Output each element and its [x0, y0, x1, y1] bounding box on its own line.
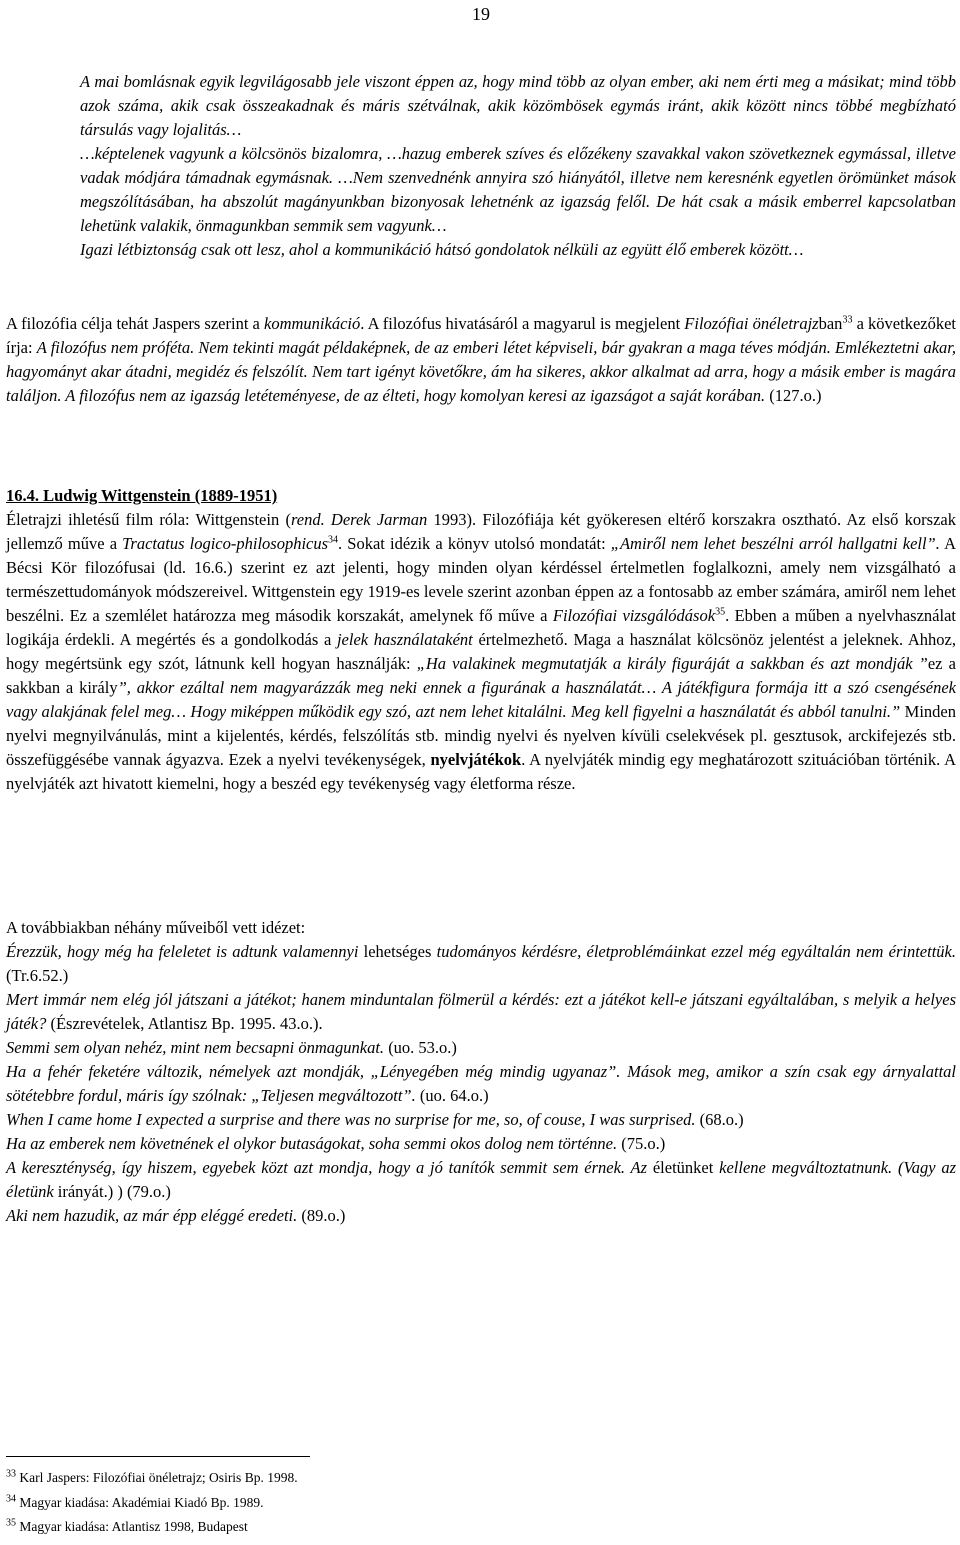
footnote-number: 35 — [6, 1517, 16, 1529]
quote-paragraph: A mai bomlásnak egyik legvilágosabb jele viszont éppen az, hogy mind több az olyan ember, aki nem érti meg a másikat; mind több azok száma, akik csak összeakadnak és máris szétválnak, akik közömbösek egymás iránt, akik között nincs többé megbízható társulás vagy lojalitás… — [80, 72, 956, 139]
quote-item — [6, 1132, 956, 1156]
quote-text: Semmi sem olyan nehéz, mint nem becsapni önmagunkat. — [6, 1038, 385, 1057]
text: irányát. — [57, 1182, 108, 1201]
footnote-divider — [6, 1456, 310, 1457]
quote-item — [6, 1204, 956, 1228]
text: Minden nyelvi megnyilvánulás, mint a kijelentés, kérdés, felszólítás stb. mindig nyelvi és nyelven kívüli cselekvések pl. gesztusok, arckifejezés stb. összefüggésébe vannak ágyazva. Ezek a nyelvi tevékenységek, — [6, 702, 956, 769]
page-number: 19 — [472, 4, 490, 24]
quote-text: Érezzük, hogy még ha feleletet is adtunk valamennyi — [6, 942, 364, 961]
citation: (127.o.) — [765, 386, 822, 405]
citation: (Észrevételek, Atlantisz Bp. 1995. 43.o.). — [46, 1014, 323, 1033]
quote-text: When I came home I expected a surprise and there was no surprise for me, so, of couse, I was surprised. — [6, 1110, 696, 1129]
footnote-text: Magyar kiadása: Atlantisz 1998, Budapest — [19, 1519, 248, 1534]
footnote-35 — [6, 1519, 248, 1535]
text: kommunikáció — [264, 314, 361, 333]
footnote-33 — [6, 1470, 298, 1486]
quote-item — [6, 1156, 956, 1204]
quote-text: Ha a fehér feketére változik, némelyek azt mondják, „Lényegében még mindig ugyanaz”. Mások meg, amikor a szín csak egy árnyalattal sötétebbre fordul, máris így szólnak: „Teljesen megváltozott”. — [6, 1062, 956, 1105]
quote-item — [6, 1036, 956, 1060]
book-title: Filozófiai vizsgálódások — [552, 606, 716, 625]
quote-item — [6, 1060, 956, 1108]
book-title: Filozófiai önéletrajz — [684, 314, 819, 333]
citation: (uo. 64.o.) — [415, 1086, 489, 1105]
footnote-text: Karl Jaspers: Filozófiai önéletrajz; Osiris Bp. 1998. — [19, 1470, 298, 1485]
text: . Ebben a műben a nyelvhasználat logikája érdekli. A megértés és a gondolkodás a — [6, 606, 956, 649]
quote-paragraph — [80, 142, 956, 238]
quote-text: Aki nem hazudik, az már épp eléggé eredeti. — [6, 1206, 298, 1225]
text: ez a sakkban a király — [6, 654, 956, 697]
footnote-ref[interactable]: 33 — [842, 314, 853, 326]
quote-text: …képtelenek vagyunk a kölcsönös bizalomra, …hazug emberek szíves és előzékeny szavakkal vakon szövetkeznek egymással, illetve vadak módjára támadnak egymásnak. — [80, 144, 956, 187]
text: ban — [818, 314, 843, 333]
citation: (uo. 53.o.) — [384, 1038, 457, 1057]
text: rend. Derek Jarman — [290, 510, 428, 529]
wittgenstein-paragraph — [6, 508, 956, 796]
section-heading: 16.4. Ludwig Wittgenstein (1889-1951) — [6, 486, 278, 505]
quote-text: kellene megváltoztatnunk. (Vagy az életünk — [6, 1158, 956, 1201]
footnote-34 — [6, 1495, 263, 1511]
text: . Sokat idézik a könyv utolsó mondatát: — [338, 534, 611, 553]
jaspers-quote-block — [80, 70, 956, 262]
citation: (89.o.) — [297, 1206, 346, 1225]
quote-text: Ha az emberek nem követnének el olykor butaságokat, soha semmi okos dolog nem történne. — [6, 1134, 618, 1153]
book-title: Tractatus logico-philosophicus — [122, 534, 329, 553]
jaspers-paragraph — [6, 312, 956, 408]
text: 1993). Filozófiája két gyökeresen eltérő korszakra osztható. Az első korszak jellemző műve a — [6, 510, 956, 553]
citation: (75.o.) — [617, 1134, 666, 1153]
footnote-number: 34 — [6, 1493, 16, 1505]
quote-item — [6, 1108, 956, 1132]
quotes-intro: A továbbiakban néhány műveiből vett idézet: — [6, 918, 306, 937]
keyword: nyelvjátékok — [430, 750, 522, 769]
footnote-text: Magyar kiadása: Akadémiai Kiadó Bp. 1989. — [19, 1495, 264, 1510]
quote-item — [6, 940, 956, 988]
text: életünket — [652, 1158, 714, 1177]
citation: (Tr.6.52.) — [6, 966, 69, 985]
quote-text: „Amiről nem lehet beszélni arról hallgatni kell”. — [610, 534, 940, 553]
text: A Bécsi Kör filozófusai (ld. 16.6.) szerint ez azt jelenti, hogy minden olyan kérdéssel értelmetlen foglalkozni, amely nem vizsgálható a természettudományok módszereivel. Wittgenstein egy 1919-es levele szerint azonban éppen az a fontosabb az ember számára, amiről nem lehet beszélni. Ez a szemlélet határozza meg második korszakát, amelynek fő műve a — [6, 534, 956, 625]
quotes-section — [6, 916, 956, 1228]
text: Életrajzi ihletésű film róla: Wittgenstein ( — [6, 510, 291, 529]
text: . A filozófus hivatásáról a magyarul is megjelent — [360, 314, 685, 333]
citation: ) ) (79.o.) — [107, 1182, 171, 1201]
text: lehetséges — [363, 942, 432, 961]
quote-item — [6, 988, 956, 1036]
footnote-ref[interactable]: 35 — [715, 606, 726, 618]
quote-text: …Nem szenvednénk annyira szó hiányától, illetve nem keresnénk egyetlen örömünket mások megszólításában, ha abszolút magányunkban bizonyosak lehetnénk az igazság felől. — [80, 168, 956, 211]
footnote-number: 33 — [6, 1468, 16, 1480]
footnote-ref[interactable]: 34 — [328, 534, 339, 546]
quote-text: ”, akkor ezáltal nem magyarázzák meg neki ennek a figurának a használatát… A játékfigura formája itt a szó csengésének vagy alakjának felel meg… Hogy miképpen működik egy szó, azt nem lehet kitalálni. Meg kell figyelni a használatát és abból tanulni.” — [6, 678, 956, 721]
quote-text: A kereszténység, így hiszem, egyebek közt azt mondja, hogy a jó tanítók semmit sem érnek. Az — [6, 1158, 653, 1177]
quote-text: tudományos kérdésre, életproblémáinkat ezzel még egyáltalán nem érintettük. — [431, 942, 957, 961]
quote-text: De hát csak a másik emberrel kapcsolatban lehetünk valakik, önmagunkban semmik sem vagyunk… — [80, 192, 956, 235]
citation: (68.o.) — [695, 1110, 744, 1129]
text: jelek használataként — [336, 630, 473, 649]
quote-text: Mert immár nem elég jól játszani a játékot; hanem minduntalan fölmerül a kérdés: ezt a játékot kell-e játszani egyáltalában, s melyik a helyes játék? — [6, 990, 956, 1033]
quote-text: A filozófus nem próféta. Nem tekinti magát példaképnek, de az emberi létet képviseli, bár gyakran a maga téves módján. Emlékeztetni akar, hagyományt akar átadni, megidéz és felszólít. Nem tart igényt követőkre, ám ha sikeres, akkor alkalmat ad arra, hogy a másik ember is magára találjon. A filozófus nem az igazság letéteményese, de az élteti, hogy komolyan keresi az igazságot a saját korában. — [6, 338, 956, 405]
text: A filozófia célja tehát Jaspers szerint a — [6, 314, 265, 333]
text: . A nyelvjáték mindig egy meghatározott szituációban történik. A nyelvjáték azt hivatott kiemelni, hogy a beszéd egy tevékenység vagy életforma része. — [6, 750, 956, 793]
text: értelmezhető. Maga a használat kölcsönöz jelentést a jeleknek. Ahhoz, hogy megértsünk egy szót, látnunk kell hogyan használják: — [6, 630, 956, 673]
quote-text: „Ha valakinek megmutatják a király figuráját a sakkban és azt mondják ” — [416, 654, 928, 673]
text: a következőket írja: — [6, 314, 956, 357]
quote-paragraph: Igazi létbiztonság csak ott lesz, ahol a kommunikáció hátsó gondolatok nélküli az együtt élő emberek között… — [80, 240, 804, 259]
